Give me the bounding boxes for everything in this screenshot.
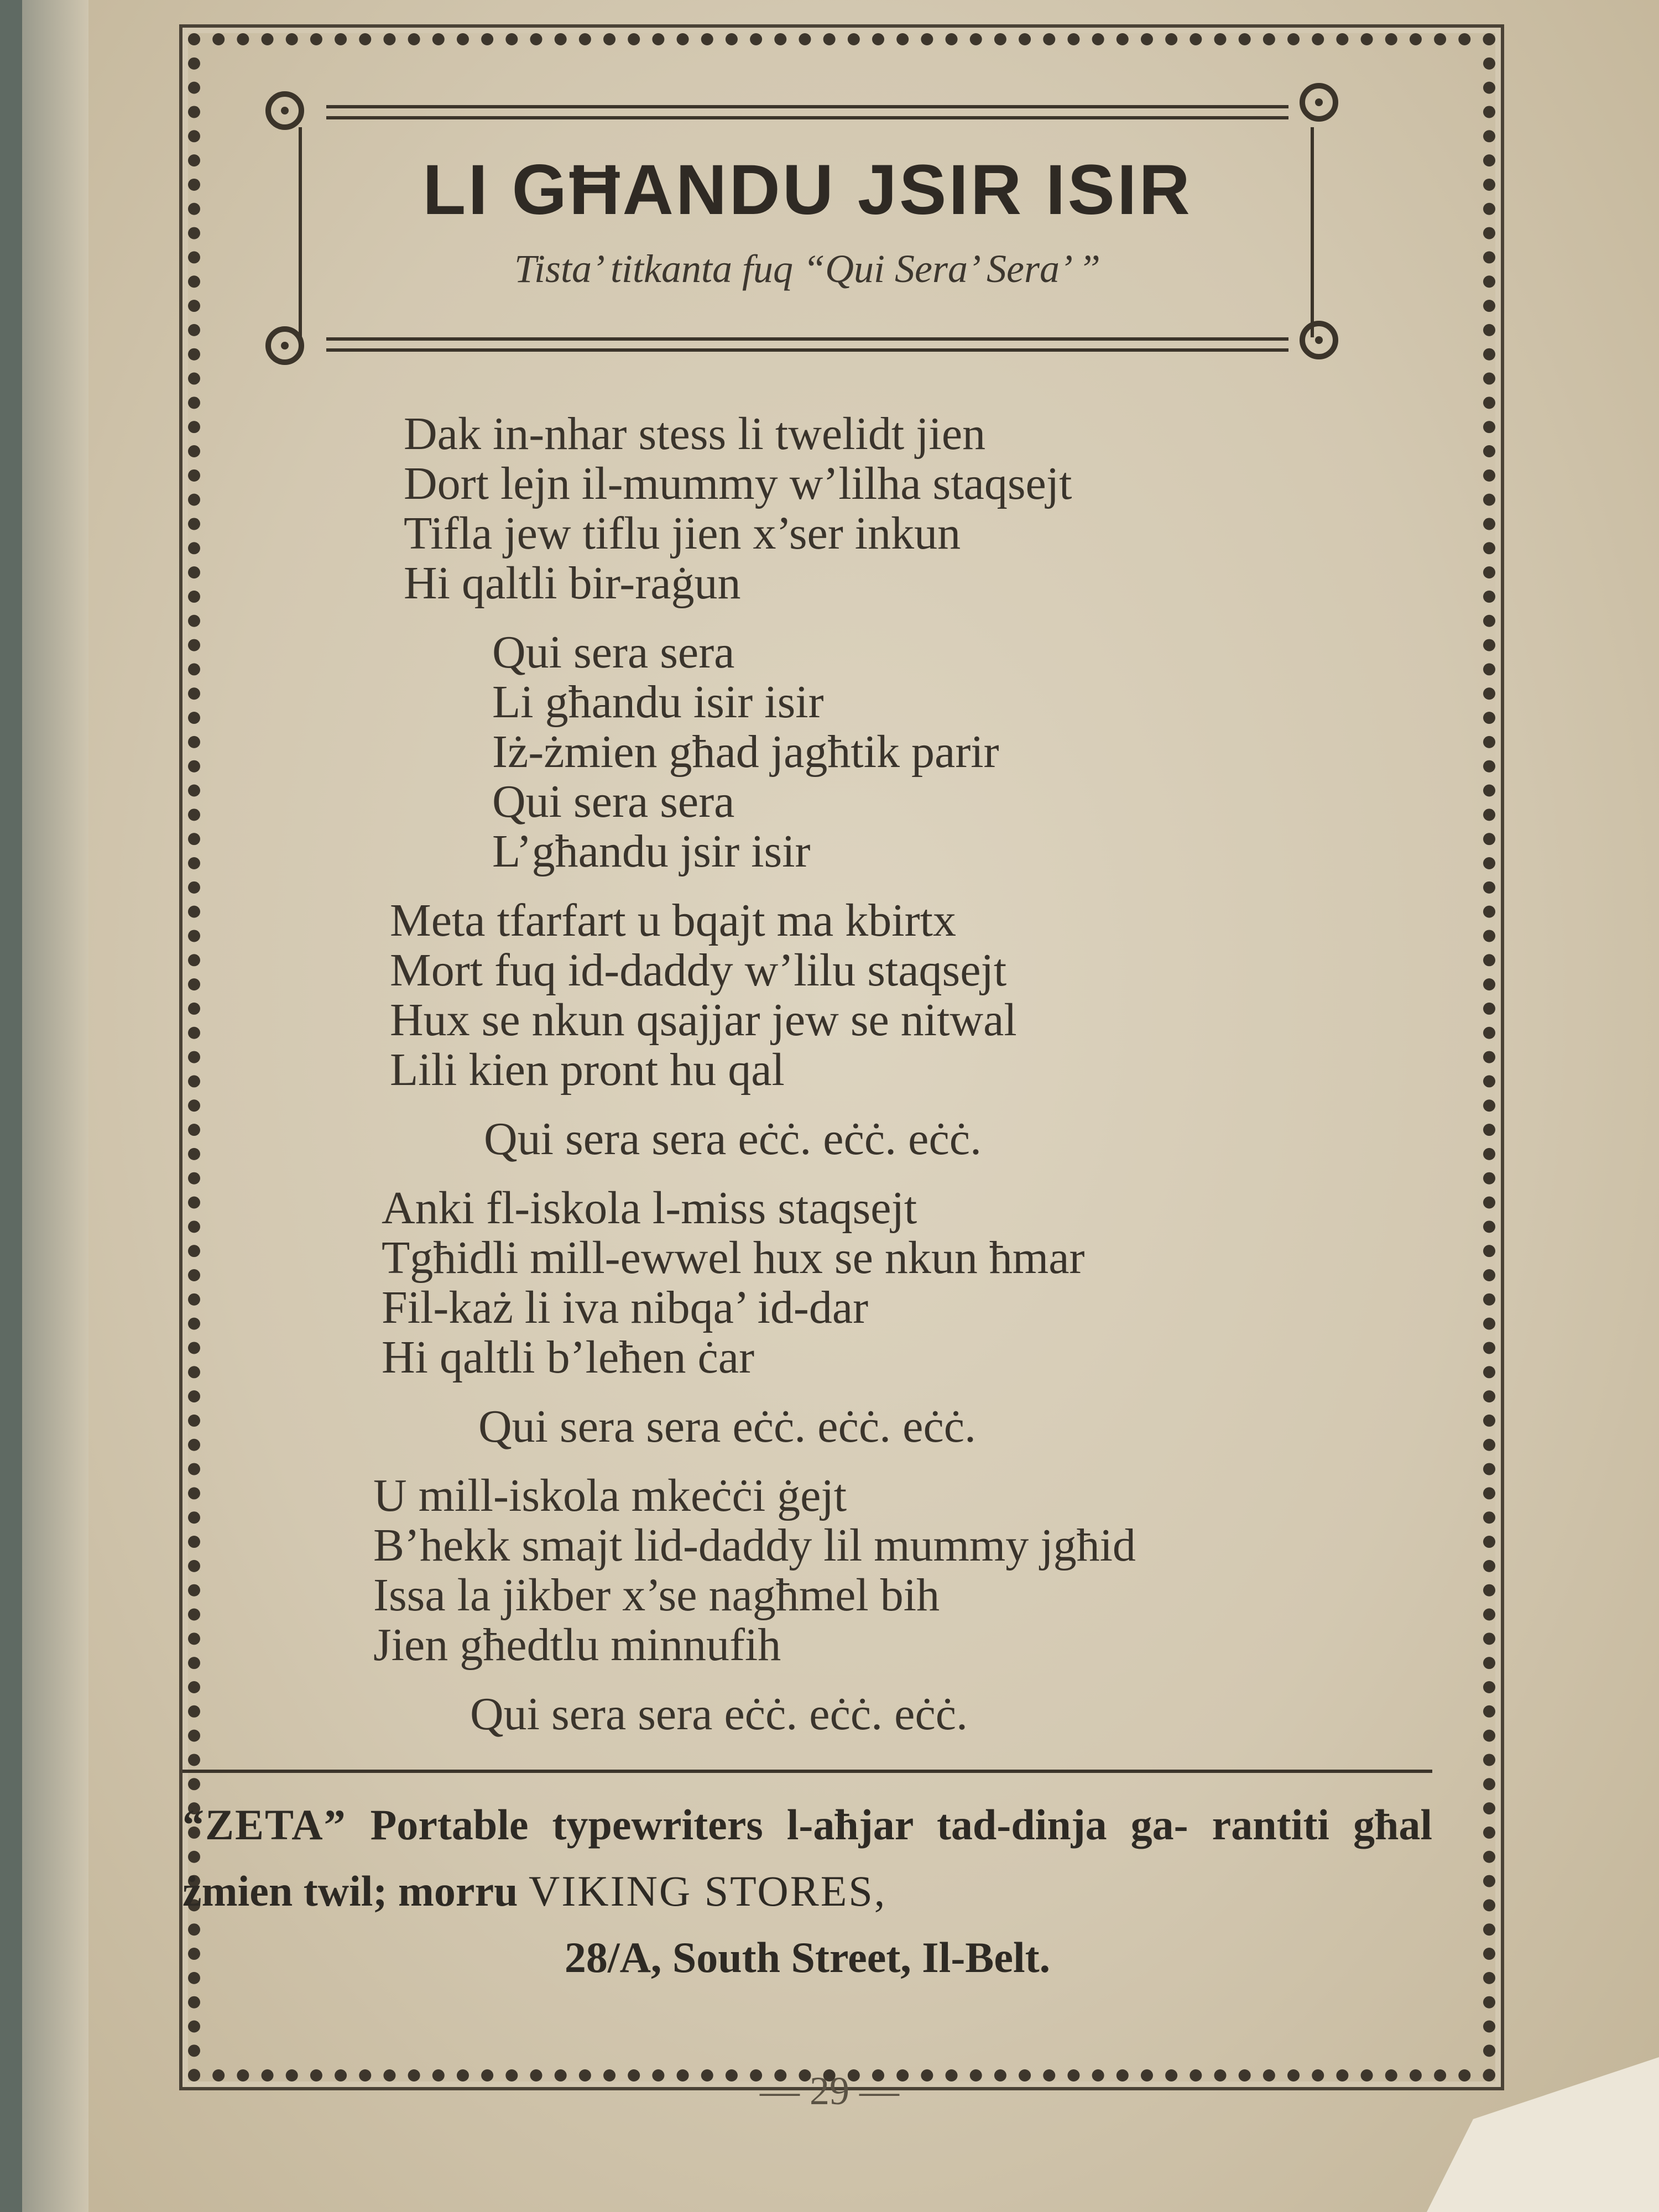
chorus-line: Qui sera sera (492, 776, 735, 827)
lyric-line: Tgħidli mill-ewwel hux se nkun ħmar (382, 1232, 1085, 1284)
title-rule-top (326, 105, 1288, 108)
lyrics (0, 409, 1659, 1739)
corner-ornament (1300, 321, 1338, 359)
lyric-line: Dort lejn il-mummy w’lilha staqsejt (404, 458, 1072, 509)
verse-1 (404, 409, 1659, 608)
title-box (288, 83, 1327, 376)
corner-ornament (1300, 83, 1338, 122)
chorus-refrain: Qui sera sera eċċ. eċċ. eċċ. (470, 1688, 968, 1740)
lyric-line: Tifla jew tiflu jien x’ser inkun (404, 508, 961, 559)
corner-ornament (265, 326, 304, 365)
lyric-line: Hi qaltli bir-raġun (404, 557, 741, 609)
lyric-line: Lili kien pront hu qal (390, 1044, 785, 1095)
lyric-line: Hi qaltli b’leħen ċar (382, 1332, 755, 1383)
chorus-refrain: Qui sera sera eċċ. eċċ. eċċ. (478, 1401, 977, 1452)
lyric-line: Fil-każ li iva nibqa’ id-dar (382, 1282, 869, 1333)
advert-text: rantiti għal żmien twil; morru (182, 1801, 1433, 1915)
song-title: LI GĦANDU JSIR ISIR (422, 150, 1192, 229)
title-rule-bottom-inner (326, 337, 1288, 341)
title-rule-top-inner (326, 116, 1288, 119)
chorus-short (484, 1114, 1659, 1164)
lyric-line: Hux se nkun qsajjar jew se nitwal (390, 994, 1017, 1046)
chorus-refrain: Qui sera sera eċċ. eċċ. eċċ. (484, 1113, 982, 1165)
advert-divider (182, 1770, 1432, 1773)
chorus-line: Iż-żmien għad jagħtik parir (492, 726, 999, 778)
lyric-line: U mill-iskola mkeċċi ġejt (373, 1470, 847, 1521)
lyric-line: B’hekk smajt lid-daddy lil mummy jgħid (373, 1520, 1136, 1571)
chorus-line: Li għandu isir isir (492, 676, 824, 728)
chorus (492, 628, 1659, 877)
lyric-line: Anki fl-iskola l-miss staqsejt (382, 1182, 917, 1234)
verse-4 (373, 1471, 1659, 1670)
chorus-short (478, 1402, 1659, 1452)
chorus-short (470, 1689, 1659, 1739)
lyric-line: Meta tfarfart u bqajt ma kbirtx (390, 895, 956, 946)
page-number: — 29 — (760, 2069, 899, 2113)
advertisement (182, 1792, 1432, 1991)
corner-ornament (265, 91, 304, 130)
song-subtitle: Tista’ titkanta fuq “Qui Sera’ Sera’ ” (514, 247, 1101, 291)
lyric-line: Issa la jikber x’se nagħmel bih (373, 1569, 940, 1621)
lyric-line: Mort fuq id-daddy w’lilu staqsejt (390, 945, 1007, 996)
verse-2 (390, 896, 1659, 1095)
title-rule-bottom (326, 348, 1288, 352)
lyric-line: Jien għedtlu minnufih (373, 1619, 781, 1671)
advert-address: 28/A, South Street, Il-Belt. (564, 1933, 1051, 1981)
verse-3 (382, 1183, 1659, 1383)
advert-store: VIKING STORES, (528, 1867, 887, 1915)
chorus-line: L’għandu jsir isir (492, 826, 811, 877)
lyric-line: Dak in-nhar stess li twelidt jien (404, 408, 986, 460)
advert-text: Portable typewriters l-aħjar tad-dinja ga- (370, 1801, 1188, 1849)
advert-brand: “ZETA” (182, 1801, 347, 1849)
chorus-line: Qui sera sera (492, 627, 735, 678)
